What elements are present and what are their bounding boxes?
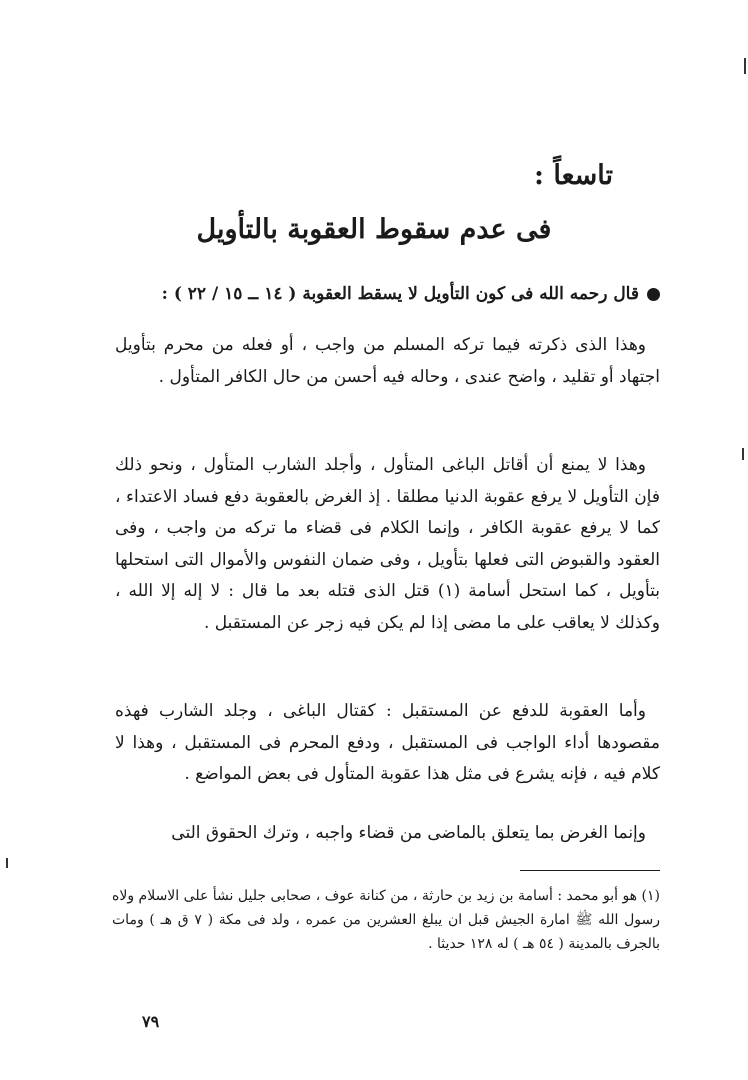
quote-heading	[100, 284, 660, 304]
section-number-heading: تاسعاً :	[534, 160, 613, 191]
scan-mark	[742, 448, 744, 460]
paragraph-text: وهذا لا يمنع أن أقاتل الباغى المتأول ، وأجلد الشارب المتأول ، ونحو ذلك فإن التأويل لا يرفع عقوبة الدنيا مطلقا . إذ الغرض بالعقوبة دفع فساد الاعتداء ، كما لا يرفع عقوبة الكافر ، وإنما الكلام فى قضاء ما تركه من واجب ، وفى العقود والقبوض التى فعلها بتأويل ، وفى ضمان النفوس والأموال التى استحلها بتأويل ، كما استحل أسامة (١) قتل الذى قتله بعد ما قال : لا إله إلا الله ، وكذلك لا يعاقب على ما مضى إذا لم يكن فيه زجر عن المستقبل .	[115, 455, 660, 633]
paragraph-text: وهذا الذى ذكرته فيما تركه المسلم من واجب ، أو فعله من محرم بتأويل اجتهاد أو تقليد ، واضح عندى ، وحاله فيه أحسن من حال الكافر المتأول .	[115, 335, 660, 387]
footnote-divider	[520, 870, 660, 871]
paragraph-1	[115, 330, 660, 393]
page-number: ٧٩	[142, 1012, 160, 1031]
paragraph-text: وأما العقوبة للدفع عن المستقبل : كقتال الباغى ، وجلد الشارب فهذه مقصودها أداء الواجب فى المستقبل ، ودفع المحرم فى المستقبل ، وهذا لا كلام فيه ، فإنه يشرع فى مثل هذا عقوبة المتأول فى بعض المواضع .	[115, 701, 660, 784]
scan-mark	[6, 858, 8, 868]
footnote: (١) هو أبو محمد : أسامة بن زيد بن حارثة ، من كنانة عوف ، صحابى جليل نشأ على الاسلام ولاه رسول الله ﷺ امارة الجيش قبل ان يبلغ العشرين من عمره ، ولد فى مكة ( ٧ ق هـ ) ومات بالجرف بالمدينة ( ٥٤ هـ ) له ١٢٨ حديثا .	[112, 888, 660, 952]
paragraph-2	[115, 450, 660, 639]
quote-heading-text: قال رحمه الله فى كون التأويل لا يسقط العقوبة ( ١٤ ــ ١٥ / ٢٢ ) :	[161, 284, 639, 304]
bullet-icon	[647, 288, 660, 301]
paragraph-4	[115, 818, 660, 850]
section-title: فى عدم سقوط العقوبة بالتأويل	[196, 214, 552, 245]
paragraph-text: وإنما الغرض بما يتعلق بالماضى من قضاء واجبه ، وترك الحقوق التى	[171, 823, 646, 843]
scan-mark	[744, 58, 746, 74]
paragraph-3	[115, 696, 660, 791]
